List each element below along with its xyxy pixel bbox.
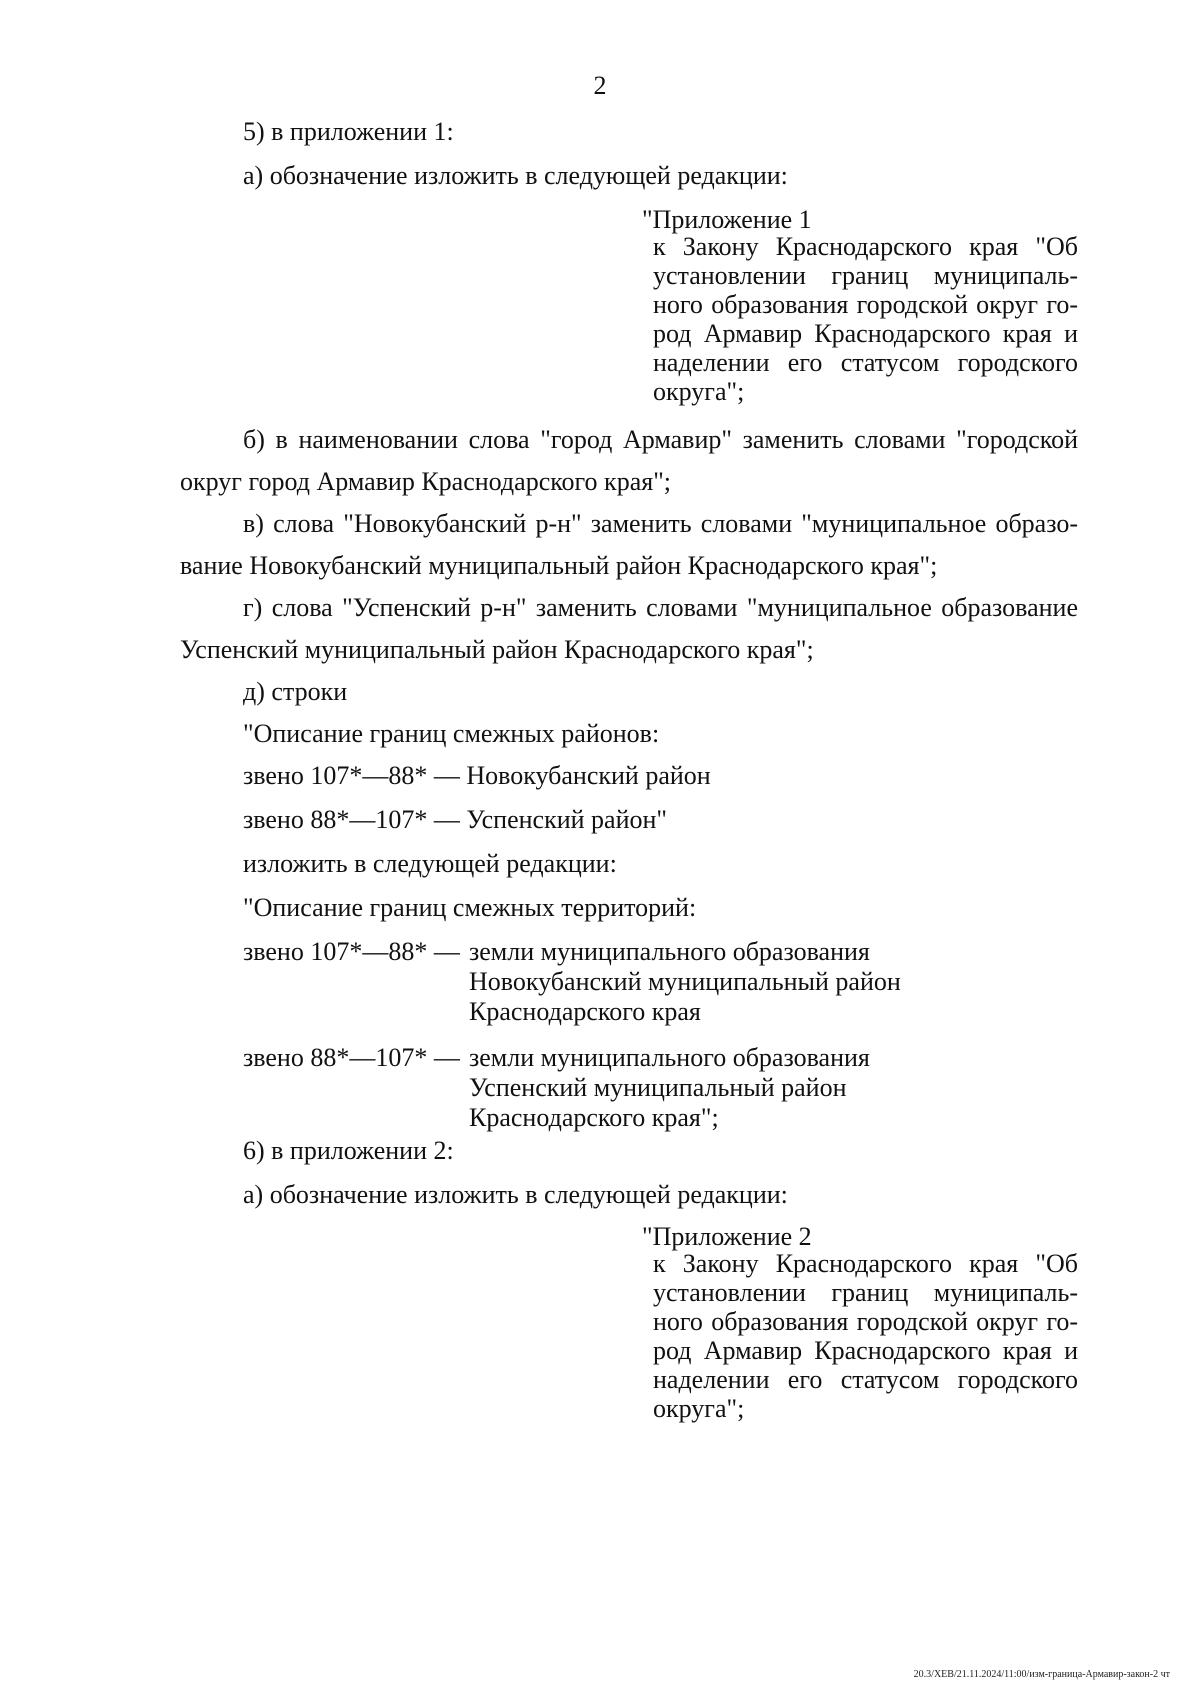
new-link-1-label: звено 107*—88* — (243, 937, 460, 966)
new-link-2-line: Краснодарского края"; (469, 1103, 719, 1132)
item-5b-line-2: округ город Армавир Краснодарского края"; (180, 467, 672, 496)
appendix-1-title: "Приложение 1 (642, 205, 812, 234)
item-5v-line-1: в) слова "Новокубанский р-н" заменить словами "муниципальное образо- (243, 509, 1078, 538)
appendix-2-title: "Приложение 2 (642, 1222, 812, 1251)
appendix-1-line: род Армавир Краснодарского края и (653, 319, 1078, 348)
appendix-2-line: округа"; (653, 1394, 745, 1423)
page-number: 2 (593, 71, 607, 100)
appendix-1-line: ного образования городской округ го- (653, 290, 1078, 319)
new-boundaries-heading: "Описание границ смежных территорий: (243, 893, 697, 922)
appendix-1-line: к Закону Краснодарского края "Об (653, 232, 1078, 261)
new-link-2-line: Успенский муниципальный район (469, 1073, 847, 1102)
appendix-2-line: к Закону Краснодарского края "Об (653, 1249, 1078, 1278)
appendix-1-line: установлении границ муниципаль- (653, 261, 1078, 290)
new-link-1-line: земли муниципального образования (469, 937, 870, 966)
appendix-2-line: ного образования городской округ го- (653, 1307, 1078, 1336)
new-link-1-line: Новокубанский муниципальный район (469, 967, 901, 996)
new-link-1-line: Краснодарского края (469, 997, 701, 1026)
item-5b-line-1: б) в наименовании слова "город Армавир" заменить словами "городской (243, 425, 1078, 454)
item-5g-line-1: г) слова "Успенский р-н" заменить словами "муниципальное образование (243, 593, 1078, 622)
old-boundaries-heading: "Описание границ смежных районов: (243, 719, 660, 748)
item-5d-text: д) строки (243, 677, 348, 706)
appendix-1-line: наделении его статусом городского (653, 348, 1078, 377)
item-5a-text: а) обозначение изложить в следующей редакции: (243, 161, 788, 190)
old-link-2: звено 88*—107* — Успенский район" (243, 805, 668, 834)
item-5g-line-2: Успенский муниципальный район Краснодарского края"; (180, 635, 814, 664)
item-6-heading: 6) в приложении 2: (243, 1136, 454, 1165)
new-link-2-label: звено 88*—107* — (243, 1043, 460, 1072)
new-link-2-line: земли муниципального образования (469, 1043, 870, 1072)
appendix-2-line: род Армавир Краснодарского края и (653, 1336, 1078, 1365)
document-footer-code: 20.3/ХЕВ/21.11.2024/11:00/изм-граница-Армавир-закон-2 чт (913, 1669, 1170, 1680)
item-5v-line-2: вание Новокубанский муниципальный район Краснодарского края"; (180, 551, 938, 580)
appendix-1-line: округа"; (653, 377, 745, 406)
item-6a-text: а) обозначение изложить в следующей редакции: (243, 1180, 788, 1209)
appendix-2-line: установлении границ муниципаль- (653, 1278, 1078, 1307)
replace-instruction: изложить в следующей редакции: (243, 849, 617, 878)
item-5-heading: 5) в приложении 1: (243, 117, 454, 146)
old-link-1: звено 107*—88* — Новокубанский район (243, 761, 711, 790)
appendix-2-line: наделении его статусом городского (653, 1365, 1078, 1394)
